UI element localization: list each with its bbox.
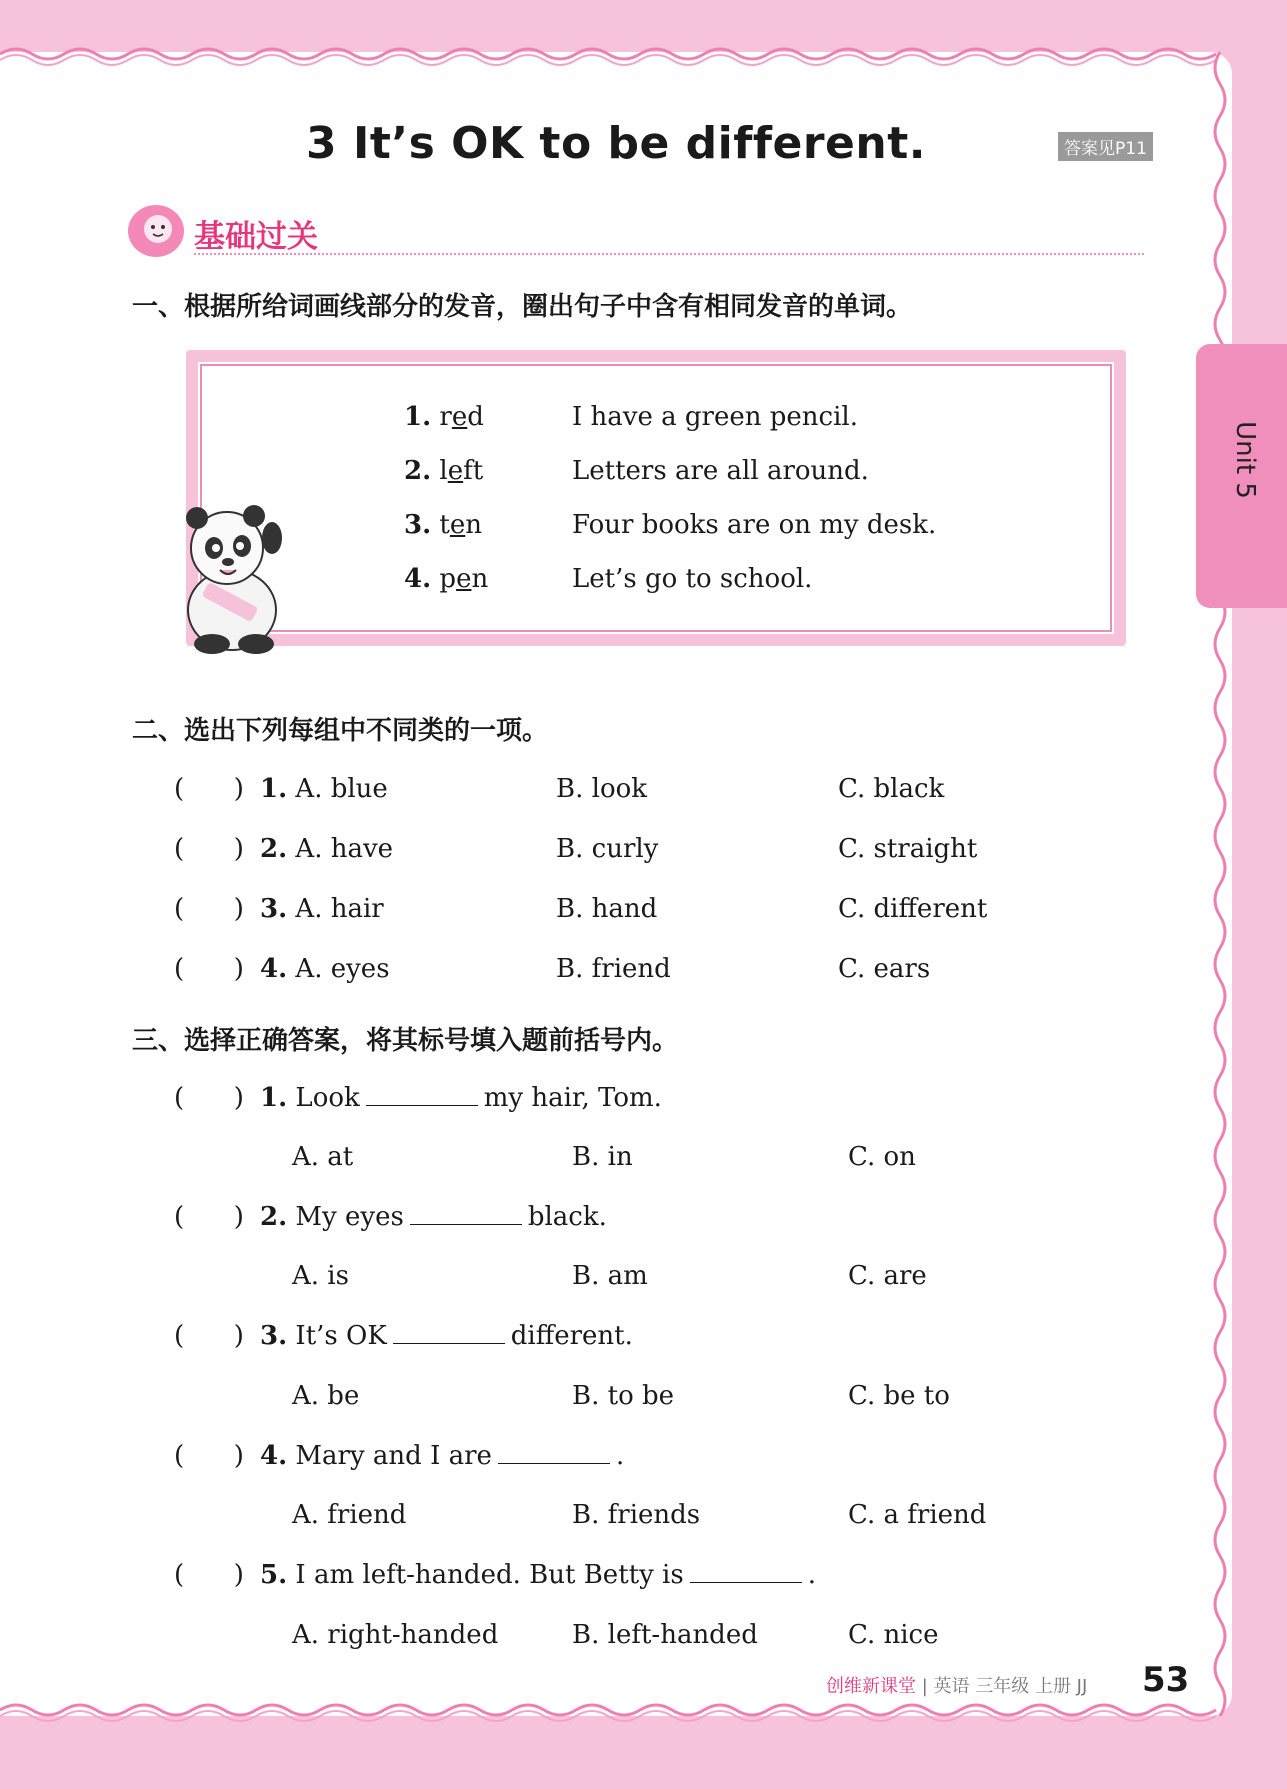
section-divider <box>194 253 1144 255</box>
phonics-sentence-4[interactable]: Let’s go to school. <box>572 564 813 594</box>
part2-instruction: 二、选出下列每组中不同类的一项。 <box>132 716 549 746</box>
fill-blank[interactable] <box>498 1441 610 1464</box>
page-number: 53 <box>1142 1660 1190 1700</box>
phonics-word-3: 3. ten <box>404 510 483 540</box>
page-title: 3 It’s OK to be different. <box>306 118 926 169</box>
answer-bracket[interactable]: ( ) <box>174 834 244 864</box>
option-a: A. right-handed <box>292 1620 499 1650</box>
mc-question-4: 4. Mary and I are . <box>260 1441 625 1471</box>
top-wave-border <box>0 40 1232 66</box>
right-wave-border <box>1210 52 1236 1716</box>
section-label: 基础过关 <box>194 219 318 255</box>
option-c: C. different <box>838 894 988 924</box>
option-b: B. friend <box>556 954 671 984</box>
option-c: C. black <box>838 774 945 804</box>
answer-bracket[interactable]: ( ) <box>174 894 244 924</box>
part3-instruction: 三、选择正确答案，将其标号填入题前括号内。 <box>132 1026 679 1056</box>
option-a: A. be <box>292 1381 360 1411</box>
odd-one-row-2: 2. A. have <box>260 834 394 864</box>
phonics-sentence-1[interactable]: I have a green pencil. <box>572 402 858 432</box>
option-a: A. is <box>292 1261 349 1291</box>
option-c: C. straight <box>838 834 978 864</box>
answer-bracket[interactable]: ( ) <box>174 954 244 984</box>
answer-bracket[interactable]: ( ) <box>174 774 244 804</box>
option-b: B. to be <box>572 1381 675 1411</box>
option-a: A. friend <box>292 1500 407 1530</box>
option-b: B. am <box>572 1261 648 1291</box>
section-header <box>128 205 1178 257</box>
answer-bracket[interactable]: ( ) <box>174 1441 244 1471</box>
option-b: B. left-handed <box>572 1620 758 1650</box>
bottom-wave-border <box>0 1702 1232 1728</box>
mc-question-1: 1. Look my hair, Tom. <box>260 1083 662 1113</box>
fill-blank[interactable] <box>690 1560 802 1583</box>
option-b: B. look <box>556 774 648 804</box>
odd-one-row-3: 3. A. hair <box>260 894 384 924</box>
option-c: C. are <box>848 1261 927 1291</box>
odd-one-row-4: 4. A. eyes <box>260 954 390 984</box>
phonics-word-4: 4. pen <box>404 564 489 594</box>
phonics-sentence-3[interactable]: Four books are on my desk. <box>572 510 937 540</box>
mc-question-5: 5. I am left-handed. But Betty is . <box>260 1560 816 1590</box>
option-c: C. on <box>848 1142 916 1172</box>
answer-bracket[interactable]: ( ) <box>174 1083 244 1113</box>
mc-question-3: 3. It’s OK different. <box>260 1321 633 1351</box>
footer-course-info: 英语 三年级 上册 JJ <box>933 1676 1088 1697</box>
answer-reference-tag: 答案见P11 <box>1058 132 1153 161</box>
option-c: C. ears <box>838 954 931 984</box>
phonics-sentence-2[interactable]: Letters are all around. <box>572 456 869 486</box>
answer-bracket[interactable]: ( ) <box>174 1321 244 1351</box>
answer-bracket[interactable]: ( ) <box>174 1560 244 1590</box>
mc-question-2: 2. My eyes black. <box>260 1202 607 1232</box>
bamboo-frame <box>186 350 1126 646</box>
option-b: B. friends <box>572 1500 701 1530</box>
section-mascot-icon <box>128 205 184 257</box>
phonics-word-1: 1. red <box>404 402 484 432</box>
option-c: C. nice <box>848 1620 939 1650</box>
answer-bracket[interactable]: ( ) <box>174 1202 244 1232</box>
option-b: B. curly <box>556 834 659 864</box>
option-c: C. a friend <box>848 1500 987 1530</box>
option-a: A. at <box>292 1142 354 1172</box>
odd-one-row-1: 1. A. blue <box>260 774 388 804</box>
footer-info: 创维新课堂 | 英语 三年级 上册 JJ <box>826 1676 1088 1697</box>
fill-blank[interactable] <box>393 1321 505 1344</box>
option-b: B. hand <box>556 894 658 924</box>
footer-brand: 创维新课堂 <box>826 1676 916 1697</box>
unit-tab-label: Unit 5 <box>1230 421 1260 499</box>
option-c: C. be to <box>848 1381 950 1411</box>
panda-illustration <box>172 498 292 656</box>
part1-instruction: 一、根据所给词画线部分的发音，圈出句子中含有相同发音的单词。 <box>132 292 913 322</box>
fill-blank[interactable] <box>410 1202 522 1225</box>
fill-blank[interactable] <box>366 1083 478 1106</box>
phonics-word-2: 2. left <box>404 456 484 486</box>
option-b: B. in <box>572 1142 633 1172</box>
